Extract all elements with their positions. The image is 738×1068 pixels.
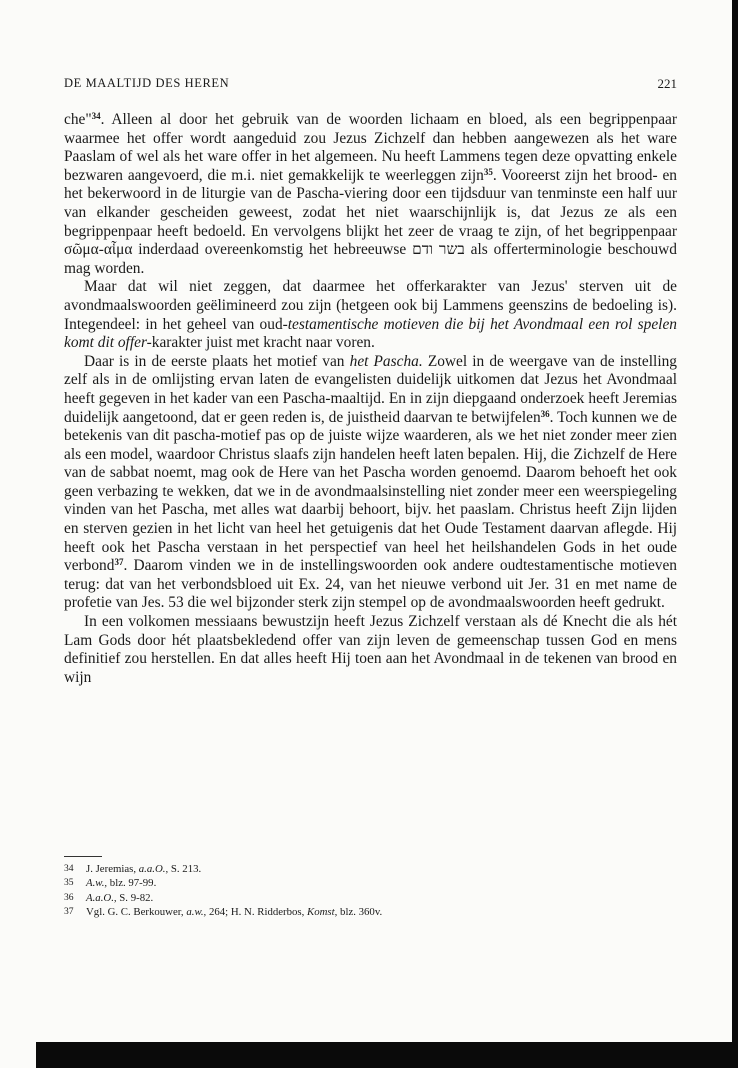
hebrew-term: בשר ודם (412, 241, 465, 259)
italic-run: A.w., (86, 877, 108, 890)
footnote-number: 36 (64, 891, 74, 903)
italic-run: A.a.O., (86, 891, 117, 904)
chapter-title: DE MAALTIJD DES HEREN (64, 76, 230, 90)
text-run: Maar dat wil niet zeggen, dat daarmee het offerkarakter van Jezus' sterven uit de avondmaalswoorden geëlimineerd zou zijn (hetgeen ook bij Lammens geenszins de bedoeling is). Integendeel: in het geheel van oud- (64, 278, 677, 333)
paragraph-3 (64, 353, 677, 613)
text-run: S. 9-82. (119, 891, 154, 904)
running-head (64, 76, 677, 94)
text-run: J. Jeremias, (86, 863, 137, 875)
text-run: blz. 360v. (340, 906, 383, 919)
scan-edge-bottom (36, 1042, 738, 1068)
page-number: 221 (657, 76, 677, 91)
paragraph-1 (64, 111, 677, 278)
text-run: . Vooreerst zijn het brood- en het bekerwoord in de liturgie van de Pascha-viering door een tijdsduur van tenminste een half uur van elkander gescheiden geweest, zodat het niet waarschijnlijk is, dat Jezus ze als een begrippenpaar heeft bedoeld. En vervolgens blijkt het zeer de vraag te zijn, of het begrippenpaar (64, 166, 677, 240)
footnote-ref-36: 36 (540, 408, 550, 419)
text-run: S. 213. (170, 863, 202, 875)
text-run: . Alleen al door het gebruik van de woorden lichaam en bloed, als een begrippenpaar waarmee het offer wordt aangeduid zou Jezus Zichzelf dan hebben aangewezen als het ware Paaslam of wel als het ware offer in het algemeen. Nu heeft Lammens tegen deze opvatting enkele bezwaren aangevoerd, die m.i. niet gemakkelijk te weerleggen zijn (64, 111, 677, 184)
italic-run: Komst, (307, 906, 338, 919)
footnote (64, 876, 677, 890)
text-run: als offerterminologie beschouwd mag worden. (64, 241, 677, 277)
footnote-ref-37: 37 (114, 557, 124, 568)
italic-run: het Pascha. (349, 352, 423, 370)
footnote (64, 891, 677, 905)
body-text (64, 111, 677, 687)
text-run: . Toch kunnen we de betekenis van dit pascha-motief pas op de juiste wijze waarderen, als we het niet zonder meer zien als een model, waardoor Christus slaafs zijn handelen heeft laten bepalen. Hij, die Zichzelf de Here van de sabbat noemt, mag ook de Here van het Pascha worden genoemd. Daarom behoeft het ook geen verbazing te wekken, dat we in de avondmaalsinstelling niet zonder meer een weerspiegeling vinden van het Pascha, met alles wat daarbij behoort, bijv. het paaslam. Christus heeft Zijn lijden en sterven gezien in het licht van heel het getuigenis dat het Oude Testament daarvan aflegde. Hij heeft ook het Pascha verstaan in het perspectief van heel het heilshandelen Gods in het oude verbond (64, 408, 677, 575)
footnote-ref-35: 35 (483, 166, 493, 177)
text-run: blz. 97-99. (109, 877, 157, 890)
footnote-number: 37 (64, 906, 74, 918)
text-run: inderdaad overeenkomstig het hebreeuwse (138, 241, 407, 259)
italic-run: a.a.O., (138, 863, 169, 875)
footnote-ref-34: 34 (91, 111, 101, 121)
text-run: che" (64, 111, 92, 128)
text-run: Vgl. G. C. Berkouwer, (86, 906, 184, 919)
text-run: 264; H. N. Ridderbos, (208, 906, 305, 919)
footnote (64, 905, 677, 919)
footnote-number: 34 (64, 863, 74, 874)
footnote-number: 35 (64, 877, 74, 889)
text-run: . Daarom vinden we in de instellingswoorden ook andere oudtestamentische motieven terug: dat van het verbondsbloed uit Ex. 24, van het nieuwe verbond uit Jer. 31 en met name de profetie van Jes. 53 die wel bijzonder sterk zijn stempel op de avondmaalswoorden heeft gedrukt. (64, 557, 677, 612)
paragraph-4 (64, 613, 677, 687)
scan-edge-right (732, 0, 738, 1068)
text-run: In een volkomen messiaans bewustzijn heeft Jezus Zichzelf verstaan als dé Knecht die als hét Lam Gods door hét plaatsbekledend offer van zijn leven de gemeenschap tussen God en mens definitief zou herstellen. En dat alles heeft Hij toen aan het Avondmaal in de tekenen van brood en wijn (64, 613, 677, 686)
text-run: Zowel in de weergave van de instelling zelf als in de omlijsting ervan laten de evangelisten duidelijk uitkomen dat Jezus het Avondmaal heeft gegeven in het kader van een Pascha-maaltijd. En in zijn diepgaand onderzoek heeft Jeremias duidelijk aangetoond, dat er geen reden is, de juistheid daarvan te betwijfelen (64, 352, 677, 426)
italic-run: testamentische motieven die bij het Avondmaal een rol spelen komt dit offer- (64, 315, 677, 352)
greek-term: σῶμα-αἷμα (64, 241, 133, 259)
footnote-rule (64, 856, 102, 857)
italic-run: a.w., (186, 906, 207, 919)
paragraph-2 (64, 278, 677, 352)
text-run: karakter juist met kracht naar voren. (151, 334, 375, 352)
footnote (64, 862, 677, 876)
footnotes (64, 862, 677, 920)
text-run: Daar is in de eerste plaats het motief van (84, 352, 345, 370)
